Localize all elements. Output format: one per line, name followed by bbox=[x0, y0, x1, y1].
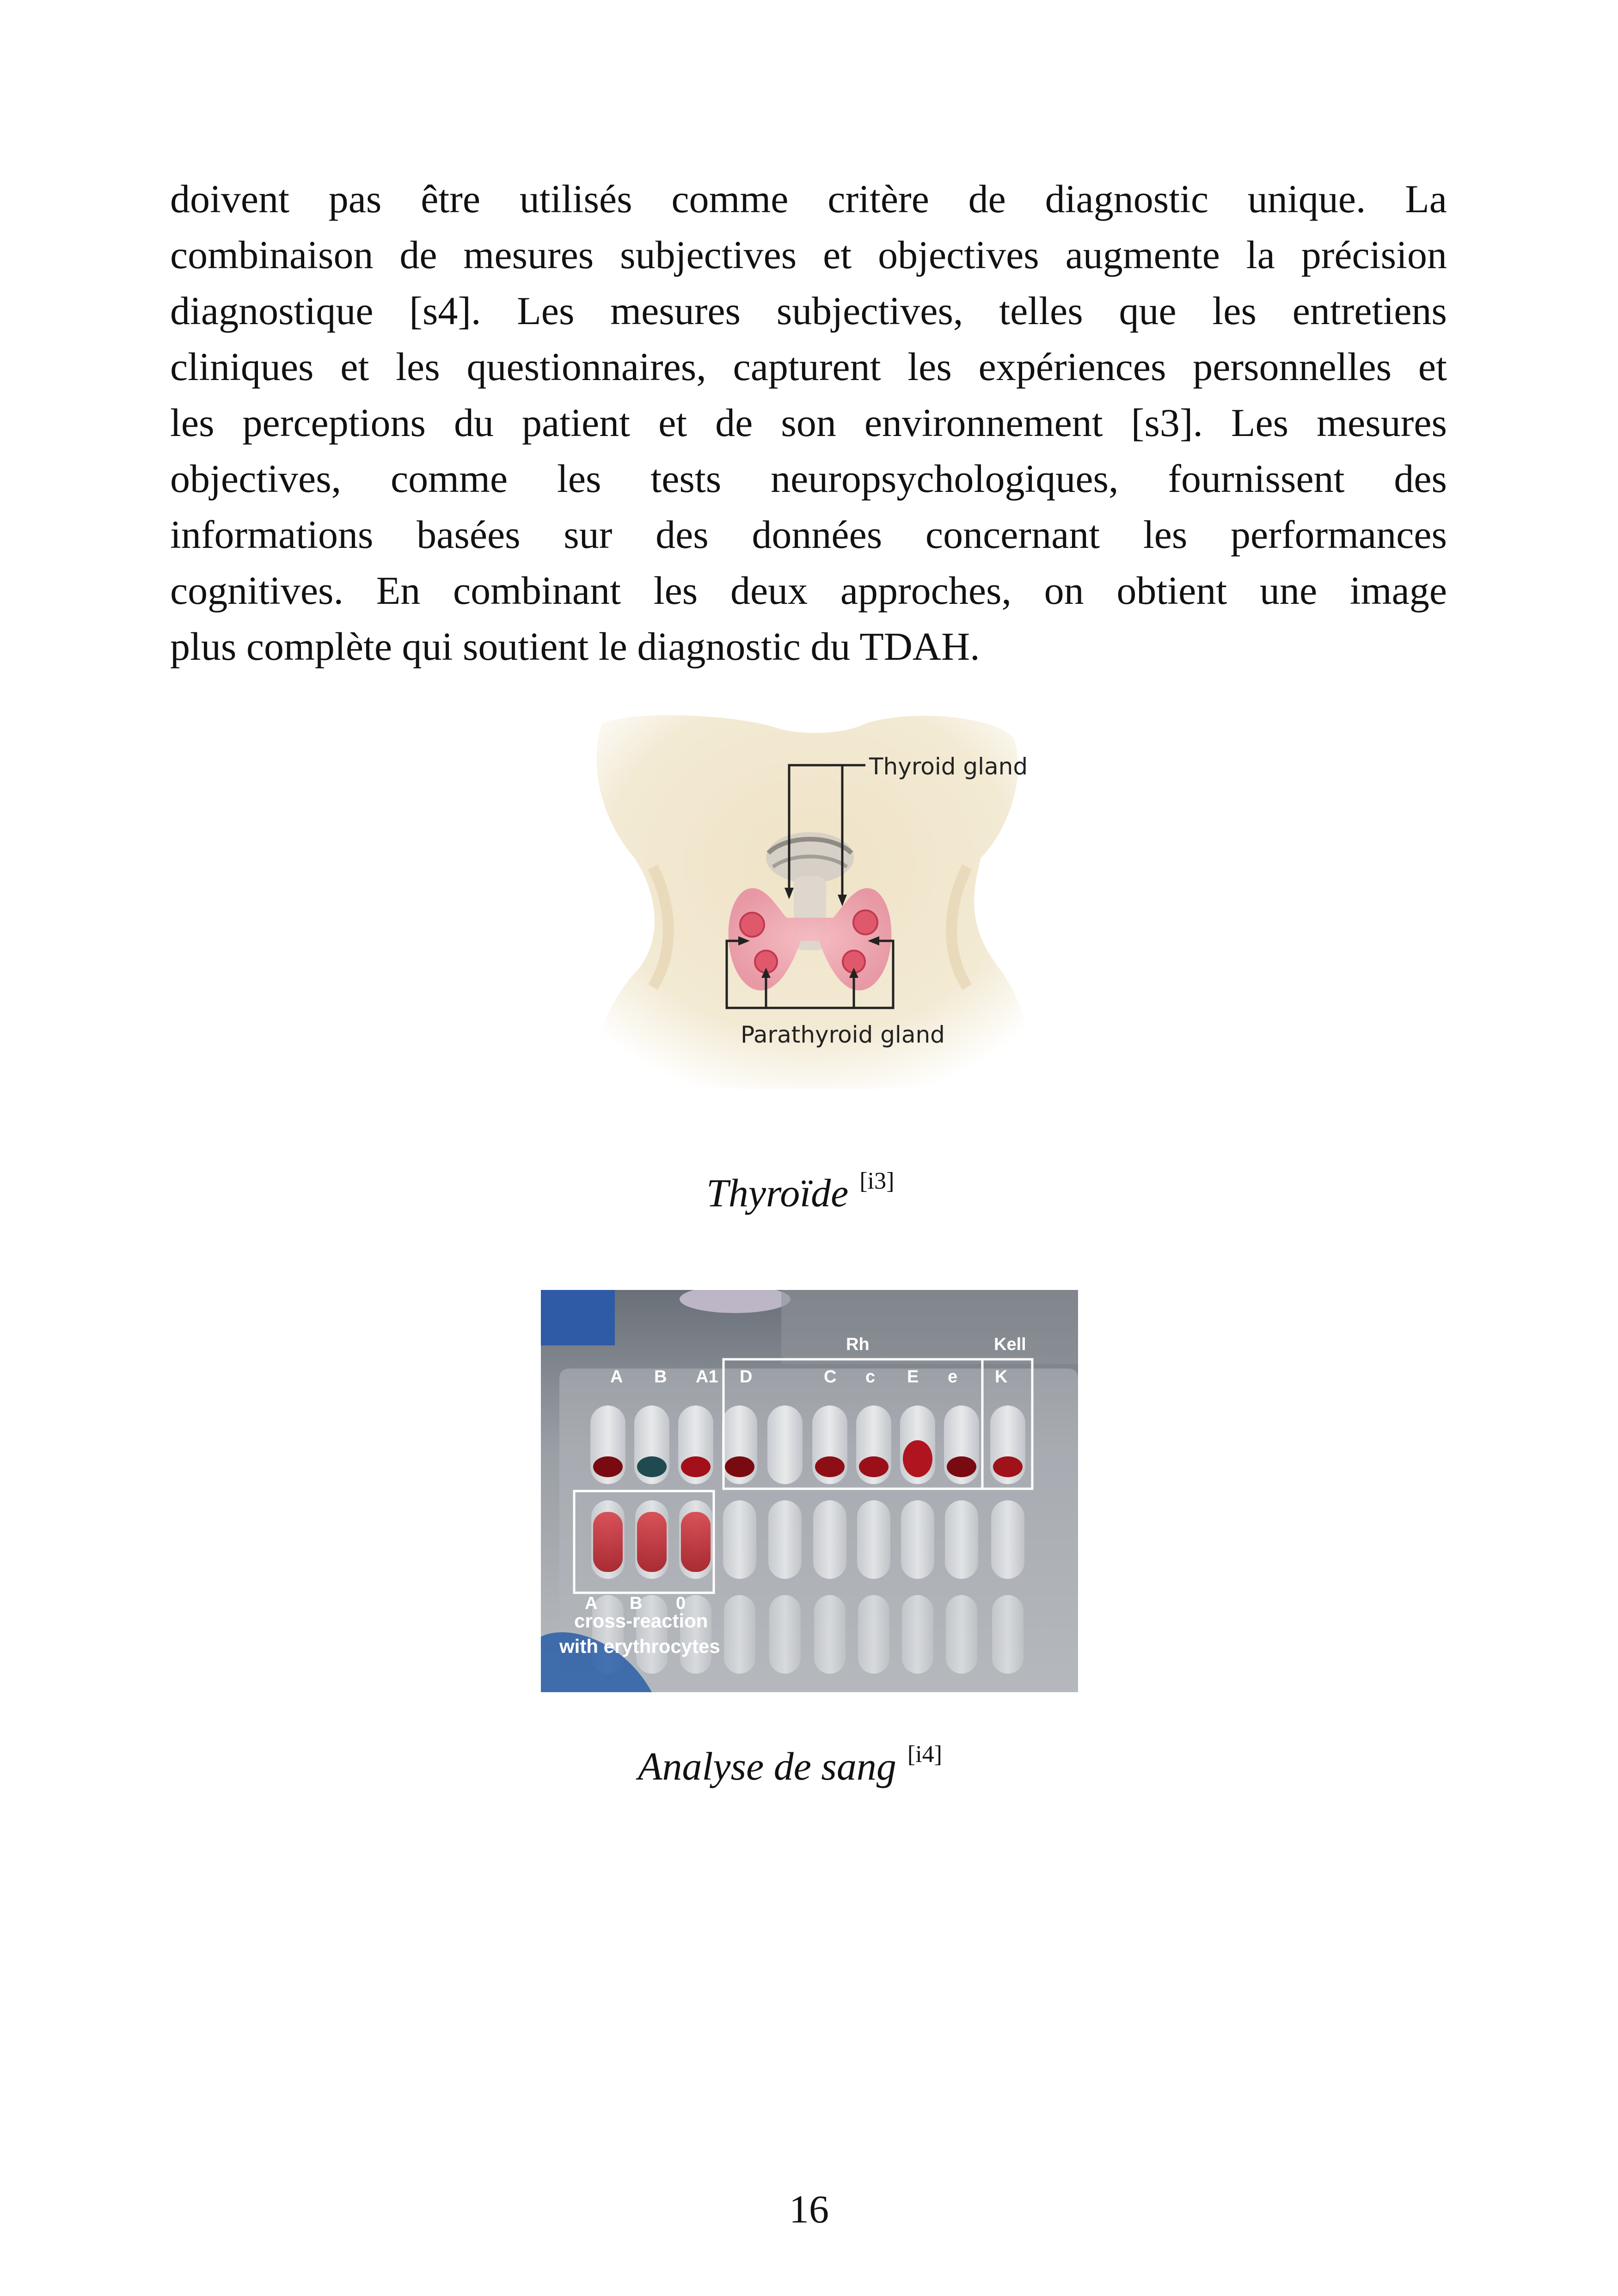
test-well bbox=[813, 1500, 846, 1579]
test-well bbox=[858, 1595, 889, 1674]
paragraph-line: cognitives. En combinant les deux approches, on obtient une image bbox=[170, 568, 1447, 613]
blood-sample bbox=[815, 1456, 845, 1477]
test-well bbox=[723, 1500, 756, 1579]
reagent-label: e bbox=[948, 1367, 958, 1387]
test-well bbox=[724, 1595, 755, 1674]
blood-sample bbox=[593, 1512, 623, 1572]
reagent-label: D bbox=[740, 1367, 753, 1387]
paragraph-line: les perceptions du patient et de son environnement [s3]. Les mesures bbox=[170, 400, 1447, 445]
paragraph-line: informations basées sur des données concernant les performances bbox=[170, 512, 1447, 557]
blood-sample bbox=[681, 1512, 711, 1572]
figure-caption-thyroid bbox=[706, 1170, 894, 1222]
page-number: 16 bbox=[789, 2187, 829, 2231]
reagent-label: K bbox=[995, 1367, 1008, 1387]
figure-caption-blood bbox=[638, 1743, 942, 1795]
blood-sample bbox=[859, 1456, 889, 1477]
test-well bbox=[902, 1595, 933, 1674]
cross-reaction-note: cross-reaction bbox=[574, 1610, 708, 1632]
blood-sample bbox=[993, 1456, 1023, 1477]
test-well bbox=[901, 1500, 934, 1579]
test-well bbox=[992, 1595, 1024, 1674]
test-well bbox=[814, 1595, 846, 1674]
caption-reference: [i4] bbox=[907, 1741, 942, 1768]
paragraph-line: combinaison de mesures subjectives et objectives augmente la précision bbox=[170, 233, 1447, 277]
cross-reaction-note-line2: with erythrocytes bbox=[559, 1635, 720, 1657]
reagent-label: c bbox=[865, 1367, 876, 1387]
body-paragraph bbox=[170, 171, 1447, 675]
test-well bbox=[767, 1406, 803, 1484]
test-well bbox=[991, 1500, 1024, 1579]
thyroid-illustration bbox=[583, 710, 1036, 1089]
reverse-group-label: B bbox=[630, 1594, 643, 1613]
caption-text: Analyse de sang bbox=[638, 1744, 896, 1788]
parathyroid-gland-label: Parathyroid gland bbox=[741, 1021, 945, 1048]
blood-typing-photo bbox=[541, 1290, 1078, 1692]
blood-sample bbox=[947, 1456, 976, 1477]
blood-sample bbox=[903, 1440, 932, 1477]
kell-group-label: Kell bbox=[994, 1335, 1026, 1354]
reagent-label: A1 bbox=[696, 1367, 718, 1387]
paragraph-line: cliniques et les questionnaires, capturent les expériences personnelles et bbox=[170, 344, 1447, 389]
caption-text: Thyroïde bbox=[706, 1171, 849, 1215]
reagent-label: C bbox=[824, 1367, 837, 1387]
reagent-label: E bbox=[907, 1367, 919, 1387]
blood-sample bbox=[725, 1456, 754, 1477]
paragraph-line: objectives, comme les tests neuropsychologiques, fournissent des bbox=[170, 456, 1447, 501]
reverse-group-label: A bbox=[585, 1594, 598, 1613]
test-well bbox=[769, 1595, 801, 1674]
test-well bbox=[857, 1500, 890, 1579]
rh-group-label: Rh bbox=[846, 1335, 870, 1354]
paragraph-line: doivent pas être utilisés comme critère de diagnostic unique. La bbox=[170, 177, 1447, 221]
blood-sample bbox=[637, 1456, 667, 1477]
caption-reference: [i3] bbox=[859, 1168, 895, 1194]
blood-sample bbox=[681, 1456, 711, 1477]
reagent-label: B bbox=[654, 1367, 667, 1387]
paragraph-line: plus complète qui soutient le diagnostic du TDAH. bbox=[170, 624, 980, 669]
thyroid-gland-label: Thyroid gland bbox=[869, 753, 1028, 780]
blood-sample bbox=[637, 1512, 667, 1572]
paragraph-line: diagnostique [s4]. Les mesures subjectives, telles que les entretiens bbox=[170, 289, 1447, 333]
reverse-group-label: 0 bbox=[676, 1594, 686, 1613]
test-well bbox=[768, 1500, 802, 1579]
test-well bbox=[945, 1500, 978, 1579]
test-well bbox=[946, 1595, 977, 1674]
blood-sample bbox=[593, 1456, 623, 1477]
reagent-label: A bbox=[610, 1367, 623, 1387]
